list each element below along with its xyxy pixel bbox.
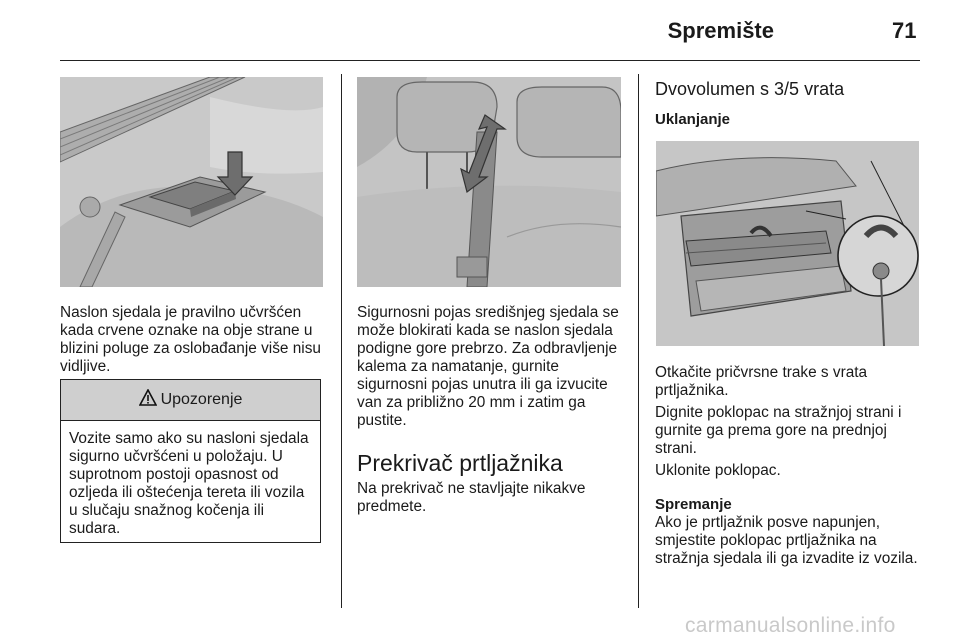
lift-cover-text: Dignite poklopac na stražnjoj strani i gurnite ga prema gore na prednjoj strani. <box>655 404 902 457</box>
header-rule <box>60 60 920 61</box>
column-divider-2 <box>638 74 639 608</box>
column-divider-1 <box>341 74 342 608</box>
seat-release-lever-figure <box>60 77 323 287</box>
center-seat-belt-figure <box>357 77 621 287</box>
storage-text: Ako je prtljažnik posve napunjen, smjestite poklopac prtljažnika na stražnja sjedala ili ga izvadite iz vozila. <box>655 514 918 567</box>
remove-cover-text: Uklonite poklopac. <box>655 462 781 479</box>
load-cover-removal-figure <box>656 141 919 346</box>
warning-box <box>60 379 321 543</box>
detach-straps-text: Otkačite pričvrsne trake s vrata prtljažnika. <box>655 364 868 399</box>
warning-text: Vozite samo ako su nasloni sjedala sigurno učvršćeni u položaju. U suprotnom postoji opasnost od ozljeda ili oštećenja tereta ili vozila u slučaju snažnog kočenja ili sudara. <box>69 430 309 537</box>
page-title: Spremište <box>667 18 774 43</box>
backrest-secured-text: Naslon sjedala je pravilno učvršćen kada crvene oznake na obje strane u blizini poluge za oslobađanje više nisu vidljive. <box>60 304 321 375</box>
hatchback-heading: Dvovolumen s 3/5 vrata <box>655 79 845 99</box>
watermark: carmanualsonline.info <box>685 614 896 637</box>
page-number: 71 <box>892 18 917 43</box>
warning-header <box>61 380 320 421</box>
warning-title: Upozorenje <box>160 391 243 408</box>
warning-triangle-icon <box>139 389 157 411</box>
storage-subheading: Spremanje <box>655 496 732 513</box>
center-belt-text: Sigurnosni pojas središnjeg sjedala se može blokirati kada se naslon sjedala podigne gore prebrzo. Za odbravljenje kalema za namatanje, gurnite sigurnosni pojas unutra ili ga izvucite van za približno 20 mm i zatim ga pustite. <box>357 304 619 429</box>
load-cover-note: Na prekrivač ne stavljajte nikakve predmete. <box>357 480 586 515</box>
load-cover-heading: Prekrivač prtljažnika <box>357 450 563 476</box>
removal-subheading: Uklanjanje <box>655 111 731 128</box>
